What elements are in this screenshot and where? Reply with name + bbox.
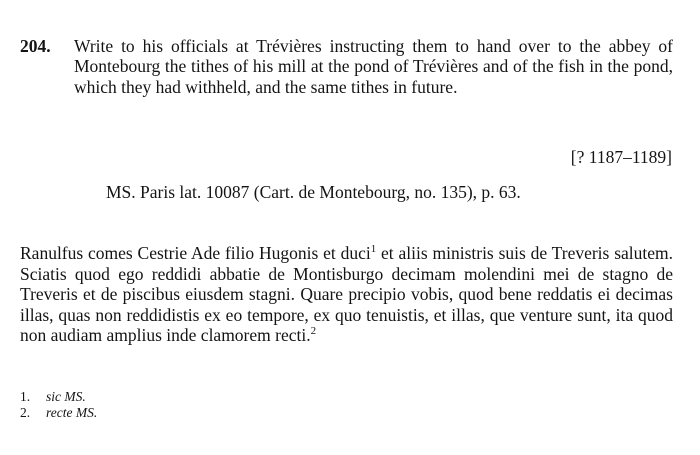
entry-number: 204. [20,36,51,56]
footnotes [20,389,320,421]
footnote-text: sic MS. [46,389,86,404]
footnote-number: 2. [20,405,31,420]
manuscript-reference: MS. Paris lat. 10087 (Cart. de Montebourg, no. 135), p. 63. [106,182,521,202]
charter-text-part-1: Ranulfus comes Cestrie Ade filio Hugonis et duci [20,243,371,263]
footnote-text: recte MS. [46,405,98,420]
entry-date: [? 1187–1189] [570,147,672,167]
footnote-number: 1. [20,389,31,404]
footnote-marker-2: 2 [310,325,317,338]
footnote-2 [20,405,320,421]
charter-text [20,243,673,346]
footnote-1 [20,389,320,405]
footnote-marker-1: 1 [370,243,377,256]
charter-text-part-2: et aliis ministris suis de Treveris salutem. Sciatis quod ego reddidi abbatie de Montisburgo decimam molendini mei de stagno de Treveris et de piscibus eiusdem stagni. Quare precipio vobis, quod bene reddatis ei decimas illas, quas non reddidistis ex eo tempore, ex quo tenuistis, et illas, que venture sunt, ita quod non audiam amplius inde clamorem recti. [20,243,673,346]
entry-summary: Write to his officials at Trévières instructing them to hand over to the abbey of Montebourg the tithes of his mill at the pond of Trévières and of the fish in the pond, which they had withheld, and the same tithes in future. [74,36,673,97]
